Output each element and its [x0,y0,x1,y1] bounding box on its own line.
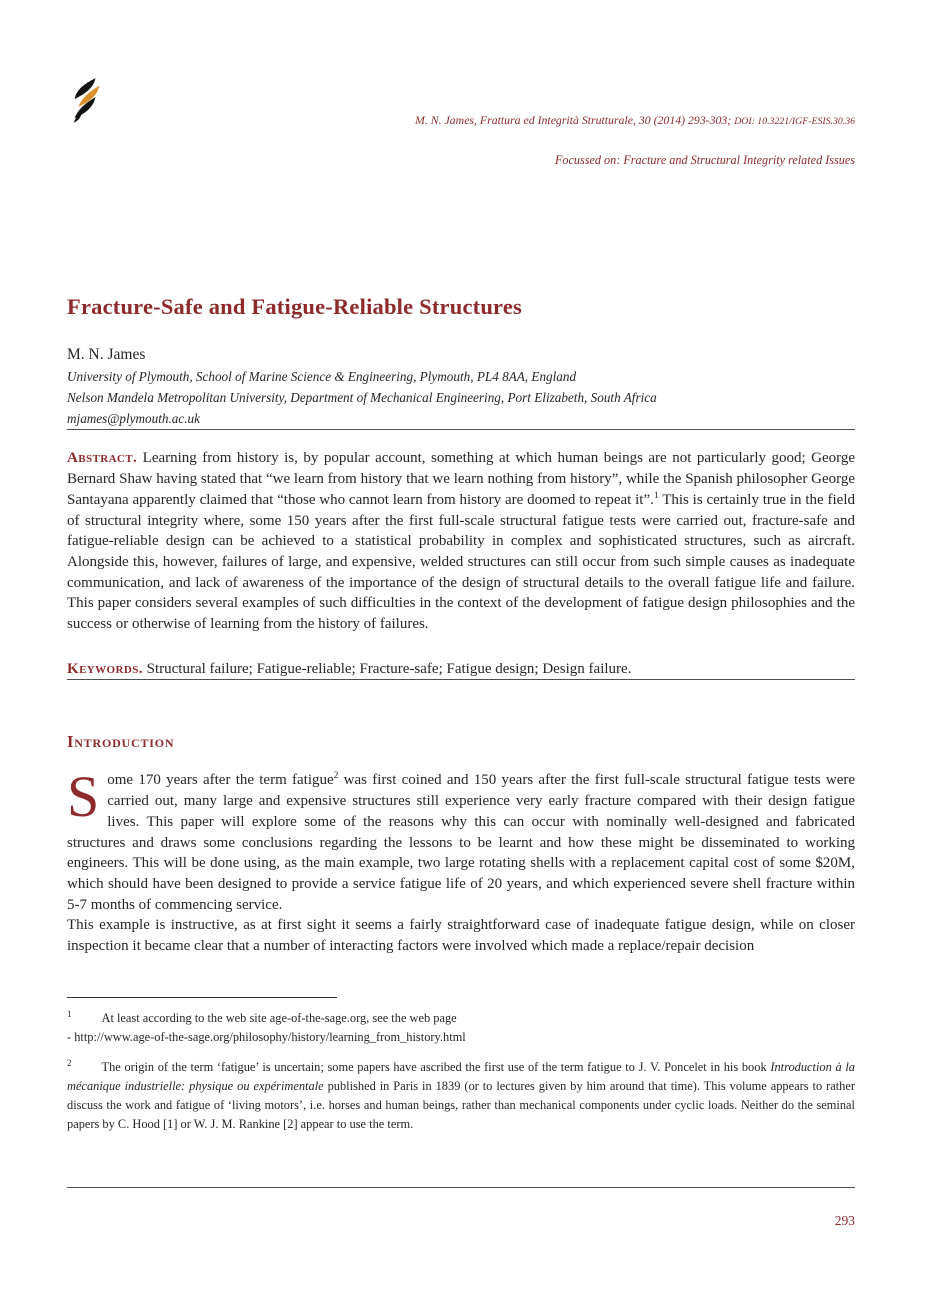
drop-cap: S [67,764,100,830]
footnote-2-marker: 2 [67,1057,72,1068]
keywords-label: Keywords. [67,660,143,677]
abstract-label: Abstract. [67,450,138,467]
section-heading-introduction: Introduction [67,732,175,752]
citation-text: M. N. James, Frattura ed Integrità Strutturale, 30 (2014) 293-303; [415,113,735,127]
abstract-text-part2: This is certainly true in the field of structural integrity where, some 150 years after the first full-scale structural fatigue tests were carried out, fracture-safe and fatigue-reliable design can be achieved to a statistical probability in complex and sophisticated structures, such as aircraft. Alongside this, however, failures of large, and expensive, welded structures can still occur from such simple causes as inadequate communication, and lack of awareness of the importance of the design of structural details to the overall fatigue life and failure. This paper considers several examples of such difficulties in the context of the development of fatigue design philosophies and the success or otherwise of learning from the history of failures. [67,491,855,633]
intro-paragraph-1 [67,764,855,915]
affiliations-block [67,367,855,429]
footnote-ref-1: 1 [653,490,659,501]
author-email: mjames@plymouth.ac.uk [67,410,200,426]
footnote-2-part1: The origin of the term ‘fatigue’ is uncertain; some papers have ascribed the first use of the term fatigue to J. V. Poncelet in his book [101,1060,767,1074]
footnote-1-marker: 1 [67,1008,72,1019]
paper-title: Fracture-Safe and Fatigue-Reliable Structures [67,294,522,319]
footnote-separator [67,997,337,998]
footnote-2 [67,1054,855,1134]
footnote-2-part2: published in Paris in 1839 (or to lectures given by him around that time). This volume appears to rather discuss the work and fatigue of ‘living motors’, i.e. horses and human beings, rather than mechanical components under cyclic loads. Neither do the seminal papers by C. Hood [1] or W. J. M. Rankine [2] appear to use the term. [67,1079,855,1131]
keywords-text: Structural failure; Fatigue-reliable; Fracture-safe; Fatigue design; Design failure. [146,660,632,677]
journal-citation [415,111,855,129]
footnote-1-text: At least according to the web site age-of-the-sage.org, see the web page [101,1010,457,1025]
abstract-paragraph [67,448,855,634]
intro-p1-part1: ome 170 years after the term fatigue [107,772,334,789]
igf-logo [67,76,105,129]
abstract-text-part1: Learning from history is, by popular account, something at which human beings are not particularly good; George Bernard Shaw having stated that “we learn from history that we learn nothing from history”, while the Spanish philosopher George Santayana apparently claimed that “those who cannot learn from history are doomed to repeat it”. [67,450,856,508]
page-header [67,0,855,129]
affiliation-line: University of Plymouth, School of Marine Science & Engineering, Plymouth, PL4 8AA, England [67,369,577,384]
divider-below-keywords [67,679,855,680]
doi-text: DOI: 10.3221/IGF-ESIS.30.36 [734,116,855,127]
footnote-1-url: - http://www.age-of-the-sage.org/philosophy/history/learning_from_history.html [67,1029,466,1044]
footnote-1 [67,1005,855,1047]
author-name: M. N. James [67,346,146,363]
footnote-ref-2: 2 [333,771,339,782]
affiliation-line: Nelson Mandela Metropolitan University, Department of Mechanical Engineering, Port Elizabeth, South Africa [67,389,657,405]
keywords-line [67,659,855,680]
intro-paragraph-2: This example is instructive, as at first sight it seems a fairly straightforward case of inadequate fatigue design, while on closer inspection it became clear that a number of interacting factors were involved which made a replace/repair decision [67,917,855,955]
divider-footer [67,1187,855,1188]
page-number: 293 [834,1213,855,1228]
issue-focus: Focussed on: Fracture and Structural Integrity related Issues [554,153,855,167]
divider-above-abstract [67,429,855,430]
intro-p1-part2: was first coined and 150 years after the first full-scale structural fatigue tests were carried out, many large and expensive structures still experience very early fracture compared with their design fatigue lives. This paper will explore some of the reasons why this can occur with nominally well-designed and fabricated structures and draws some conclusions regarding the lessons to be learnt and how these might be disseminated to working engineers. This will be done using, as the main example, two large rotating shells with a replacement capital cost of some $20M, which should have been designed to provide a service fatigue life of 20 years, and which experienced severe shell fracture within 5-7 months of commencing service. [67,772,855,913]
footnote-2-book-title: Introduction à la mécanique industrielle: physique ou expérimentale [67,1060,856,1093]
